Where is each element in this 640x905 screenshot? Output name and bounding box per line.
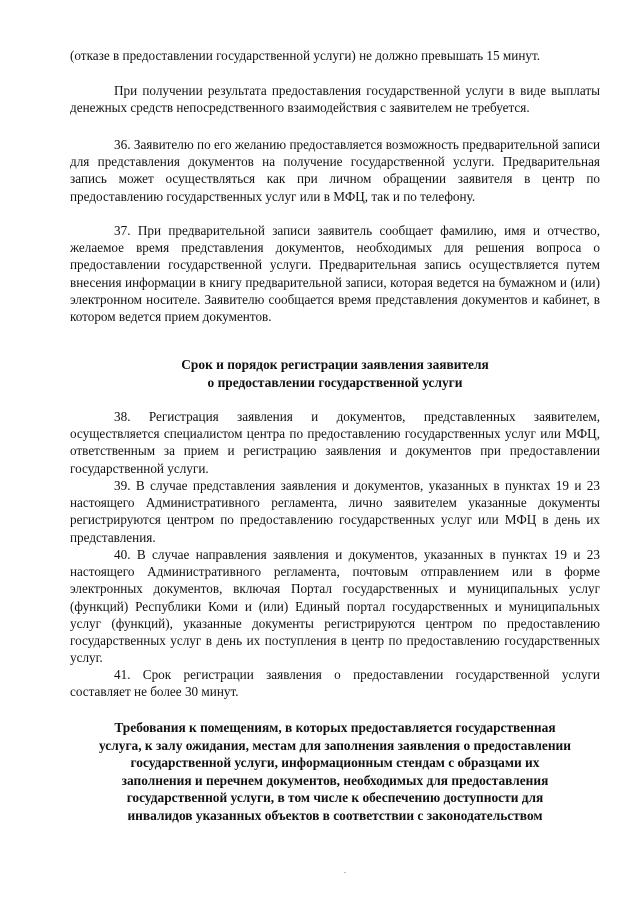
heading-line: инвалидов указанных объектов в соответствии с законодательством [127,807,543,823]
paragraph-text: (отказе в предоставлении государственной услуги) не должно превышать 15 минут. [70,48,541,63]
heading-line: государственной услуги, в том числе к обеспечению доступности для [126,790,544,806]
heading-line: государственной услуги, информационным стендам с образцами их [130,755,540,771]
paragraph-text: 36. Заявителю по его желанию предоставляется возможность предварительной записи для представления документов на получение государственной услуги. Предварительная запись может осуществляться как при личном обращении заявителя в центр по предоставлению государственных услуг или в МФЦ, так и по телефону. [70,137,600,204]
paragraph-result-payment [70,82,600,116]
paragraph-text: 37. При предварительной записи заявитель сообщает фамилию, имя и отчество, желаемое время представления документов, необходимых для решения вопроса о предоставлении государственной услуги. Предварительная запись осуществляется путем внесения информации в книгу предварительной записи, которая ведется на бумажном и (или) электронном носителе. Заявителю сообщается время представления документов и кабинет, в котором ведется прием документов. [70,223,600,325]
section-heading-premises [70,719,600,825]
paragraph-text: 40. В случае направления заявления и документов, указанных в пунктах 19 и 23 настоящего Административного регламента, почтовым отправлением или в форме электронных документов, включая Портал государственных и муниципальных услуг (функций) Республики Коми и (или) Единый портал государственных и муниципальных услуг (функций), указанные документы регистрируются центром по предоставлению государственных услуг в день их поступления в центр по предоставлению государственных услуг. [70,547,600,666]
paragraph-text: 41. Срок регистрации заявления о предоставлении государственной услуги составляет не более 30 минут. [70,667,600,700]
paragraph-41 [70,666,600,700]
heading-line: Требования к помещениям, в которых предоставляется государственная [114,720,556,735]
paragraph-40 [70,546,600,666]
scan-speck [344,872,346,873]
heading-line: о предоставлении государственной услуги [207,374,463,390]
paragraph-39 [70,477,600,546]
paragraph-37 [70,222,600,325]
paragraph-38 [70,408,600,477]
paragraph-text: При получении результата предоставления государственной услуги в виде выплаты денежных средств непосредственного взаимодействия с заявителем не требуется. [70,83,600,116]
paragraph-text: 39. В случае представления заявления и документов, указанных в пунктах 19 и 23 настоящего Административного регламента, лично заявителем указанные документы регистрируются центром по предоставлению государственных услуг или МФЦ в день их представления. [70,478,600,545]
heading-line: Срок и порядок регистрации заявления заявителя [181,357,489,372]
heading-line: услуга, к залу ожидания, местам для заполнения заявления о предоставлении [99,737,571,753]
paragraph-continuation [70,47,600,64]
heading-line: заполнения и перечнем документов, необходимых для предоставления [121,772,549,788]
paragraph-text: 38. Регистрация заявления и документов, представленных заявителем, осуществляется специалистом центра по предоставлению государственных услуг или МФЦ, ответственным за прием и регистрацию заявления и документов при предоставлении государственной услуги. [70,409,600,476]
section-heading-registration [70,356,600,391]
paragraph-36 [70,136,600,205]
